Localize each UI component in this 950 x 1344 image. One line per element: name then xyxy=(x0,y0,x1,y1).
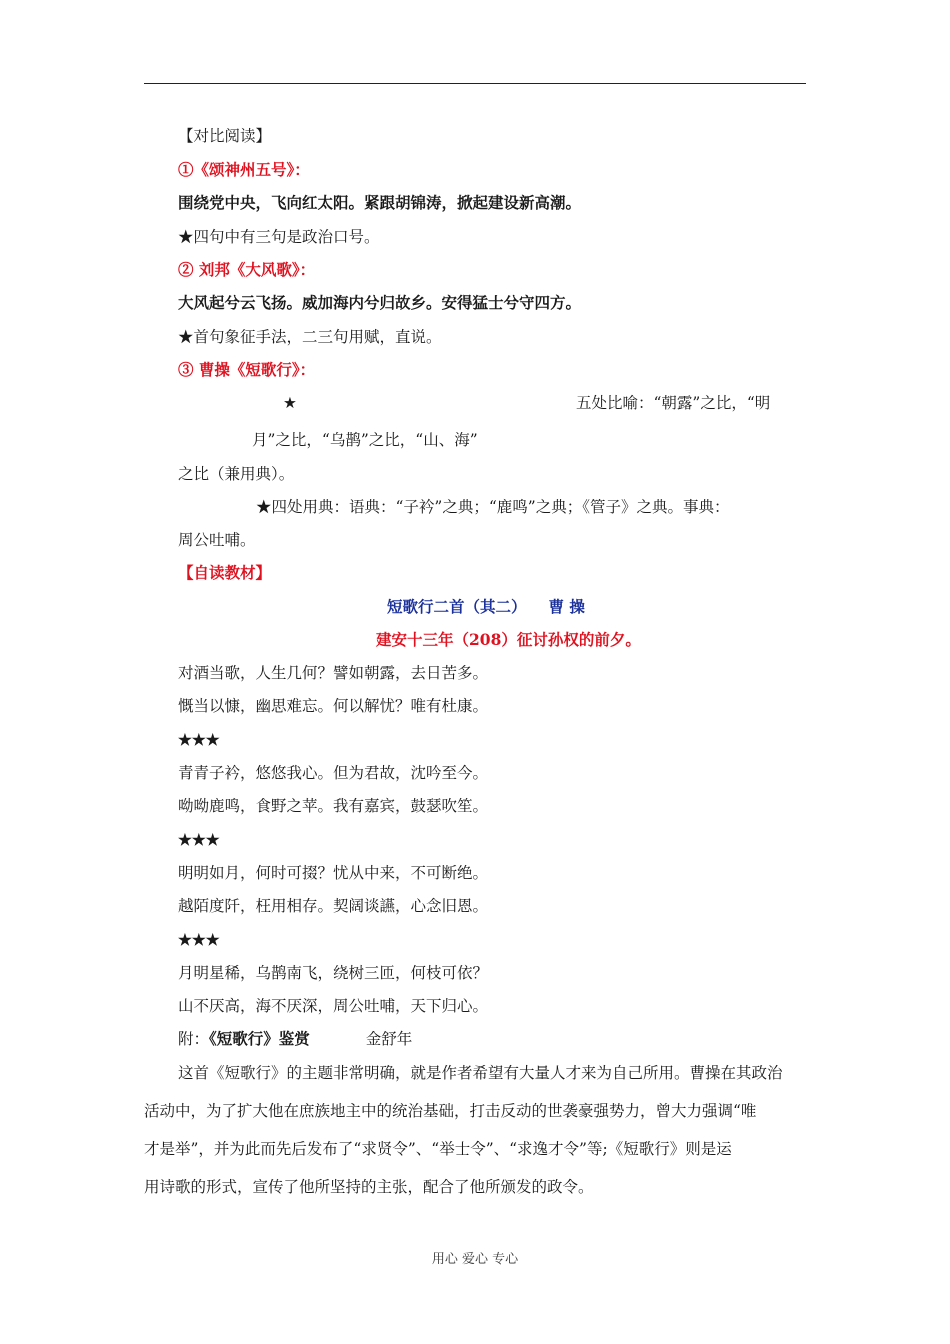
item-1-title: ①《颂神州五号》： xyxy=(178,160,310,179)
poem-separator: ★★★ xyxy=(178,830,220,849)
appendix-title: 《短歌行》鉴赏 xyxy=(209,1029,310,1048)
poem-separator: ★★★ xyxy=(178,730,220,749)
header-rule xyxy=(144,83,806,84)
poem-title xyxy=(387,597,585,617)
item-1-text: 围绕党中央，飞向红太阳。紧跟胡锦涛，掀起建设新高潮。 xyxy=(178,193,582,212)
item-1-note: ★四句中有三句是政治口号。 xyxy=(178,228,380,246)
item-2-title: ② 刘邦《大风歌》： xyxy=(178,260,316,279)
poem-line: 越陌度阡，枉用相存。契阔谈讌，心念旧恩。 xyxy=(178,897,489,915)
poem-line: 月明星稀，乌鹊南飞，绕树三匝，何枝可依？ xyxy=(178,964,489,982)
poem-author: 曹 操 xyxy=(548,597,585,616)
item-2-text: 大风起兮云飞扬。威加海内兮归故乡。安得猛士兮守四方。 xyxy=(178,293,582,312)
item-3-note-b: 月”之比，“乌鹊”之比，“山、海” xyxy=(252,431,478,449)
appendix-heading xyxy=(178,1029,412,1049)
item-2-note: ★首句象征手法，二三句用赋，直说。 xyxy=(178,328,442,346)
poem-context: 建安十三年（208）征讨孙权的前夕。 xyxy=(376,630,641,649)
page-footer: 用心 爱心 专心 xyxy=(431,1252,519,1267)
item-3-star: ★ xyxy=(283,394,297,412)
poem-separator: ★★★ xyxy=(178,930,220,949)
item-3-note-d: ★四处用典：语典：“子衿”之典；“鹿鸣”之典；《管子》之典。事典： xyxy=(256,498,730,516)
poem-line: 明明如月，何时可掇？忧从中来，不可断绝。 xyxy=(178,864,489,882)
appendix-paragraph-line: 才是举”，并为此而先后发布了“求贤令”、“举士令”、“求逸才令”等;《短歌行》则是运 xyxy=(144,1140,732,1158)
item-3-note-c: 之比（兼用典）。 xyxy=(178,465,295,483)
item-3-note-e: 周公吐哺。 xyxy=(178,531,256,549)
poem-line: 山不厌高，海不厌深，周公吐哺，天下归心。 xyxy=(178,997,489,1015)
item-3-title: ③ 曹操《短歌行》： xyxy=(178,360,316,379)
poem-line: 慨当以慷，幽思难忘。何以解忧？唯有杜康。 xyxy=(178,697,489,715)
appendix-author: 金舒年 xyxy=(365,1030,413,1048)
self-read-heading: 【自读教材】 xyxy=(178,563,272,582)
appendix-paragraph-line: 活动中，为了扩大他在庶族地主中的统治基础，打击反动的世袭豪强势力，曾大力强调“唯 xyxy=(144,1102,757,1120)
appendix-paragraph-line: 这首《短歌行》的主题非常明确，就是作者希望有大量人才来为自己所用。曹操在其政治 xyxy=(178,1064,783,1082)
poem-title-text: 短歌行二首（其二） xyxy=(387,597,527,616)
appendix-paragraph-line: 用诗歌的形式，宣传了他所坚持的主张，配合了他所颁发的政令。 xyxy=(144,1178,594,1196)
appendix-label: 附： xyxy=(178,1030,210,1048)
poem-line: 对酒当歌，人生几何？譬如朝露，去日苦多。 xyxy=(178,664,489,682)
poem-line: 青青子衿，悠悠我心。但为君故，沈吟至今。 xyxy=(178,764,489,782)
item-3-note-a: 五处比喻：“朝露”之比，“明 xyxy=(576,394,771,412)
poem-line: 呦呦鹿鸣，食野之苹。我有嘉宾，鼓瑟吹笙。 xyxy=(178,797,489,815)
contrast-heading: 【对比阅读】 xyxy=(178,127,272,145)
